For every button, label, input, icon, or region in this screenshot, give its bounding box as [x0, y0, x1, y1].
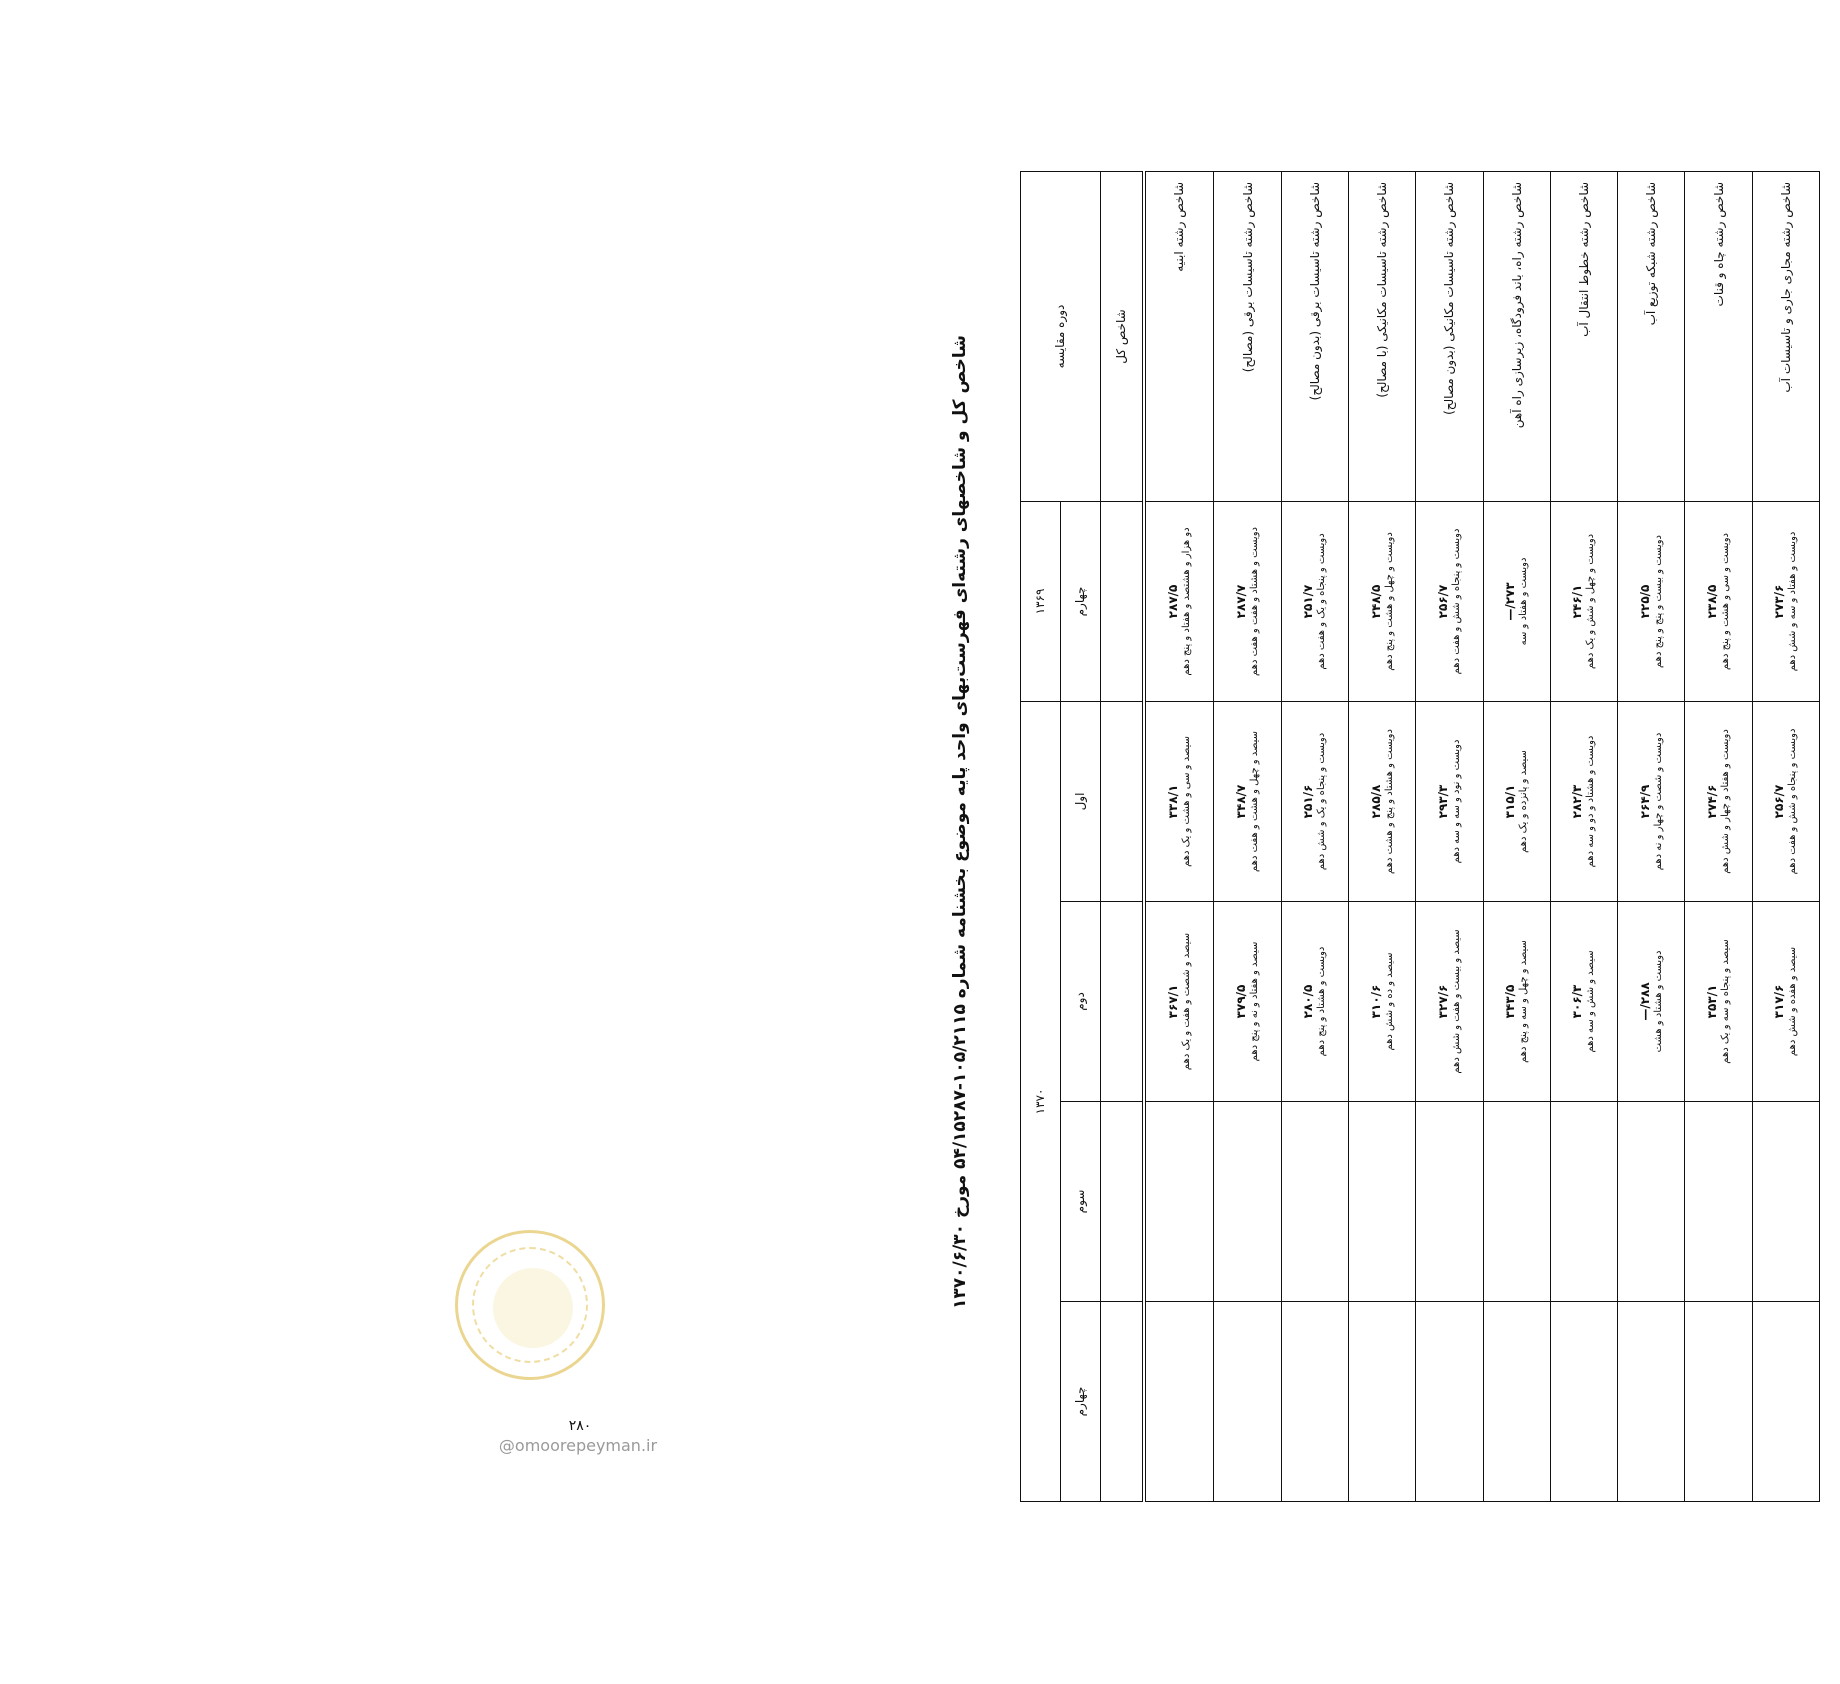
index-cell — [1618, 501, 1685, 701]
index-cell — [1214, 501, 1281, 701]
index-value-words: دو هزار و هشتصد و هفتاد و پنج دهم — [1180, 527, 1192, 676]
row-label: شاخص رشته تاسیسات برقی (بدون مصالح) — [1281, 171, 1348, 501]
index-cell — [1483, 1301, 1550, 1501]
table-row — [1349, 171, 1416, 1501]
header-blank — [1100, 501, 1143, 701]
index-value-words: دویست و چهل و شش و یک دهم — [1585, 533, 1597, 670]
table-row — [1416, 171, 1483, 1501]
index-cell — [1550, 501, 1617, 701]
index-value-words: سیصد و پنجاه و سه و یک دهم — [1720, 939, 1732, 1064]
index-value: ۲۸۵/۸ — [1368, 784, 1383, 819]
row-label: شاخص رشته خطوط انتقال آب — [1550, 171, 1617, 501]
index-cell — [1618, 701, 1685, 901]
index-value: ۲۲۵/۵ — [1637, 584, 1652, 619]
index-value-words: دویست و هفتاد و سه و شش دهم — [1787, 531, 1799, 672]
table-row — [1144, 171, 1214, 1501]
index-cell — [1416, 1301, 1483, 1501]
index-value: ۲۸۸/— — [1637, 982, 1652, 1021]
index-value: ۳۴۳/۵ — [1503, 984, 1518, 1019]
index-value-words: دویست و نود و سه و سه دهم — [1450, 739, 1462, 864]
header-period: دوره مقایسه — [1021, 171, 1101, 501]
index-value-words: سیصد و هفده و شش دهم — [1787, 946, 1799, 1057]
index-value-words: سیصد و شش و سه دهم — [1585, 950, 1597, 1053]
index-value-words: سیصد و هفتاد و نه و پنج دهم — [1249, 941, 1261, 1062]
header-quarter-3: سوم — [1060, 1101, 1100, 1301]
table-row — [1281, 171, 1348, 1501]
index-cell — [1550, 701, 1617, 901]
index-cell — [1483, 1101, 1550, 1301]
index-value: ۲۹۳/۳ — [1435, 784, 1450, 819]
header-quarter-1: اول — [1060, 701, 1100, 901]
index-value-words: سیصد و سی و هشت و یک دهم — [1180, 736, 1192, 867]
index-cell — [1214, 701, 1281, 901]
header-row-index — [1100, 171, 1143, 1501]
index-value: ۳۷۹/۵ — [1234, 984, 1249, 1019]
index-value-words: دویست و سی و هشت و پنج دهم — [1720, 533, 1732, 670]
index-cell — [1144, 1301, 1214, 1501]
table-row — [1214, 171, 1281, 1501]
index-cell — [1144, 701, 1214, 901]
index-value: ۲۸۷/۵ — [1165, 584, 1180, 619]
index-cell — [1752, 901, 1819, 1101]
header-year-1369: ۱۳۶۹ — [1021, 501, 1061, 701]
index-value: ۳۶۷/۱ — [1165, 984, 1180, 1019]
index-cell — [1281, 1301, 1348, 1501]
index-value: ۲۴۸/۵ — [1368, 584, 1383, 619]
index-value: ۲۵۶/۷ — [1435, 584, 1450, 619]
index-cell — [1483, 701, 1550, 901]
index-cell — [1685, 901, 1752, 1101]
header-blank — [1100, 1301, 1143, 1501]
index-cell — [1416, 901, 1483, 1101]
seal-center — [493, 1268, 573, 1348]
table-row — [1752, 171, 1819, 1501]
table-row — [1685, 171, 1752, 1501]
row-label: شاخص رشته مجاری جاری و تاسیسات آب — [1752, 171, 1819, 501]
page-number: ۲۸۰ — [568, 1418, 592, 1434]
header-blank — [1100, 901, 1143, 1101]
index-cell — [1685, 1301, 1752, 1501]
index-cell — [1483, 501, 1550, 701]
index-value: ۳۰۶/۳ — [1570, 984, 1585, 1019]
index-value-words: دویست و هشتاد و پنج دهم — [1316, 946, 1328, 1057]
index-cell — [1685, 1101, 1752, 1301]
index-cell — [1752, 1101, 1819, 1301]
index-cell — [1550, 1301, 1617, 1501]
index-table-body — [1144, 171, 1820, 1501]
row-label: شاخص رشته راه، باند فرودگاه، زیرسازی راه آهن — [1483, 171, 1550, 501]
index-cell — [1349, 701, 1416, 901]
row-label: شاخص رشته تاسیسات مکانیکی (با مصالح) — [1349, 171, 1416, 501]
index-cell — [1281, 1101, 1348, 1301]
index-table — [1020, 171, 1820, 1502]
index-cell — [1281, 701, 1348, 901]
index-value-words: دویست و شصت و چهار و نه دهم — [1652, 732, 1664, 871]
row-label: شاخص رشته شبکه توزیع آب — [1618, 171, 1685, 501]
index-value-words: سیصد و پانزده و یک دهم — [1518, 750, 1530, 853]
row-label: شاخص رشته ابنیه — [1144, 171, 1214, 501]
index-value: ۳۲۷/۶ — [1435, 984, 1450, 1019]
index-value-words: سیصد و بیست و هفت و شش دهم — [1450, 929, 1462, 1074]
index-cell — [1618, 1101, 1685, 1301]
table-row — [1550, 171, 1617, 1501]
index-cell — [1416, 1101, 1483, 1301]
index-cell — [1144, 901, 1214, 1101]
index-value: ۲۶۴/۹ — [1637, 784, 1652, 819]
index-value: ۲۸۰/۵ — [1301, 984, 1316, 1019]
index-cell — [1349, 901, 1416, 1101]
index-value: ۲۷۴/۶ — [1705, 784, 1720, 819]
header-index: شاخص کل — [1100, 171, 1143, 501]
index-value: ۲۵۱/۶ — [1301, 784, 1316, 819]
index-value-words: دویست و چهل و هشت و پنج دهم — [1383, 532, 1395, 671]
table-row — [1483, 171, 1550, 1501]
index-value-words: دویست و پنجاه و یک و شش دهم — [1316, 732, 1328, 871]
index-value: ۲۵۱/۷ — [1301, 584, 1316, 619]
rotated-sheet — [940, 102, 1840, 1542]
index-value-words: سیصد و شصت و هفت و یک دهم — [1180, 932, 1192, 1071]
index-cell — [1281, 901, 1348, 1101]
index-cell — [1416, 701, 1483, 901]
index-value-words: دویست و بیست و پنج و پنج دهم — [1652, 534, 1664, 668]
index-value-words: دویست و پنجاه و یک و هفت دهم — [1316, 533, 1328, 670]
index-value-words: دویست و هفتاد و سه — [1518, 557, 1530, 646]
index-value-words: دویست و هشتاد و هشت — [1652, 950, 1664, 1053]
index-value: ۲۷۳/— — [1503, 582, 1518, 621]
index-cell — [1349, 1301, 1416, 1501]
index-cell — [1214, 1301, 1281, 1501]
index-value: ۳۵۳/۱ — [1705, 984, 1720, 1019]
row-label: شاخص رشته تاسیسات برقی (مصالح) — [1214, 171, 1281, 501]
index-value-words: دویست و هشتاد و پنج و هشت دهم — [1383, 729, 1395, 874]
index-value-words: سیصد و چهل و هشت و هفت دهم — [1249, 730, 1261, 872]
index-cell — [1550, 901, 1617, 1101]
header-quarter-1369: چهارم — [1060, 501, 1100, 701]
index-value-words: دویست و هشتاد و هفت و هفت دهم — [1249, 527, 1261, 676]
index-value: ۳۳۸/۱ — [1165, 784, 1180, 819]
document-caption: شاخص کل و شاخصهای رشته‌ای فهرست‌بهای واحد پایه موضوع بخشنامه شماره ۱۰۵/۲۱۱۵-۵۴/۱۵۲۸۷ مورخ ۱۳۷۰/۶/۳۰ — [950, 334, 970, 1310]
index-cell — [1281, 501, 1348, 701]
header-row-years — [1021, 171, 1061, 1501]
index-cell — [1752, 501, 1819, 701]
index-value: ۲۴۶/۱ — [1570, 584, 1585, 619]
index-cell — [1618, 901, 1685, 1101]
index-cell — [1214, 901, 1281, 1101]
header-blank — [1100, 1101, 1143, 1301]
index-value: ۳۱۰/۶ — [1368, 984, 1383, 1019]
index-value: ۲۳۸/۵ — [1705, 584, 1720, 619]
row-label: شاخص رشته تاسیسات مکانیکی (بدون مصالح) — [1416, 171, 1483, 501]
index-value-words: دویست و هشتاد و دو و سه دهم — [1585, 735, 1597, 868]
index-cell — [1685, 501, 1752, 701]
index-value-words: دویست و پنجاه و شش و هفت دهم — [1450, 528, 1462, 675]
index-value: ۳۱۷/۶ — [1772, 984, 1787, 1019]
watermark-seal — [455, 1230, 605, 1380]
index-value: ۲۸۲/۳ — [1570, 784, 1585, 819]
index-cell — [1416, 501, 1483, 701]
index-cell — [1752, 1301, 1819, 1501]
index-cell — [1685, 701, 1752, 901]
table-row — [1618, 171, 1685, 1501]
row-label: شاخص رشته چاه و قنات — [1685, 171, 1752, 501]
header-blank — [1100, 701, 1143, 901]
index-value-words: سیصد و چهل و سه و پنج دهم — [1518, 940, 1530, 1063]
index-value: ۳۱۵/۱ — [1503, 784, 1518, 819]
index-value: ۲۵۶/۷ — [1772, 784, 1787, 819]
index-cell — [1483, 901, 1550, 1101]
header-year-1370: ۱۳۷۰ — [1021, 701, 1061, 1501]
index-value: ۲۸۷/۷ — [1234, 584, 1249, 619]
index-cell — [1349, 501, 1416, 701]
site-url: @omoorepeyman.ir — [498, 1436, 658, 1455]
header-quarter-4: چهارم — [1060, 1301, 1100, 1501]
index-cell — [1752, 701, 1819, 901]
index-cell — [1550, 1101, 1617, 1301]
index-cell — [1349, 1101, 1416, 1301]
index-cell — [1144, 501, 1214, 701]
index-value-words: سیصد و ده و شش دهم — [1383, 952, 1395, 1051]
index-value: ۲۷۳/۶ — [1772, 584, 1787, 619]
index-value-words: دویست و پنجاه و شش و هفت دهم — [1787, 728, 1799, 875]
index-value: ۳۴۸/۷ — [1234, 784, 1249, 819]
index-cell — [1144, 1101, 1214, 1301]
index-value-words: دویست و هفتاد و چهار و شش دهم — [1720, 729, 1732, 874]
index-cell — [1618, 1301, 1685, 1501]
index-cell — [1214, 1101, 1281, 1301]
header-quarter-2: دوم — [1060, 901, 1100, 1101]
